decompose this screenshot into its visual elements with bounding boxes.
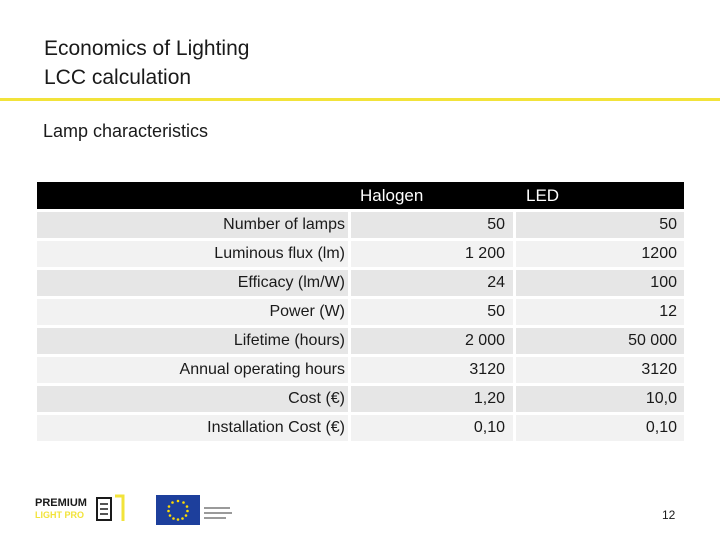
row-label: Efficacy (lm/W) bbox=[37, 270, 348, 296]
halogen-value: 50 bbox=[351, 212, 513, 238]
eu-flag-logo bbox=[156, 495, 234, 525]
table-row bbox=[37, 212, 684, 238]
halogen-value: 1 200 bbox=[351, 241, 513, 267]
table-row bbox=[37, 386, 684, 412]
page-number: 12 bbox=[662, 508, 676, 522]
led-value: 10,0 bbox=[516, 386, 684, 412]
row-label: Power (W) bbox=[37, 299, 348, 325]
header-halogen: Halogen bbox=[360, 186, 424, 205]
led-value: 50 bbox=[516, 212, 684, 238]
slide-title-line2: LCC calculation bbox=[44, 66, 192, 89]
led-value: 3120 bbox=[516, 357, 684, 383]
lamp-characteristics-table bbox=[37, 182, 684, 441]
table-row bbox=[37, 241, 684, 267]
title-divider bbox=[0, 98, 720, 101]
led-value: 0,10 bbox=[516, 415, 684, 441]
row-label: Installation Cost (€) bbox=[37, 415, 348, 441]
logo-word-lightpro: LIGHT PRO bbox=[35, 510, 84, 520]
slide-title bbox=[44, 34, 249, 92]
halogen-value: 2 000 bbox=[351, 328, 513, 354]
premium-light-pro-logo bbox=[35, 493, 127, 525]
table-row bbox=[37, 270, 684, 296]
row-label: Annual operating hours bbox=[37, 357, 348, 383]
halogen-value: 24 bbox=[351, 270, 513, 296]
header-led: LED bbox=[526, 186, 560, 205]
row-label: Cost (€) bbox=[37, 386, 348, 412]
row-label: Lifetime (hours) bbox=[37, 328, 348, 354]
table-row bbox=[37, 299, 684, 325]
halogen-value: 0,10 bbox=[351, 415, 513, 441]
table-row bbox=[37, 328, 684, 354]
led-value: 12 bbox=[516, 299, 684, 325]
row-label: Number of lamps bbox=[37, 212, 348, 238]
table-row bbox=[37, 415, 684, 441]
led-value: 1200 bbox=[516, 241, 684, 267]
table-header bbox=[37, 182, 684, 209]
slide-title-line1: Economics of Lighting bbox=[44, 37, 250, 60]
section-subtitle: Lamp characteristics bbox=[43, 121, 209, 141]
led-value: 100 bbox=[516, 270, 684, 296]
row-label: Luminous flux (lm) bbox=[37, 241, 348, 267]
logo-word-premium: PREMIUM bbox=[35, 497, 87, 509]
table-row bbox=[37, 357, 684, 383]
halogen-value: 50 bbox=[351, 299, 513, 325]
halogen-value: 3120 bbox=[351, 357, 513, 383]
halogen-value: 1,20 bbox=[351, 386, 513, 412]
led-value: 50 000 bbox=[516, 328, 684, 354]
